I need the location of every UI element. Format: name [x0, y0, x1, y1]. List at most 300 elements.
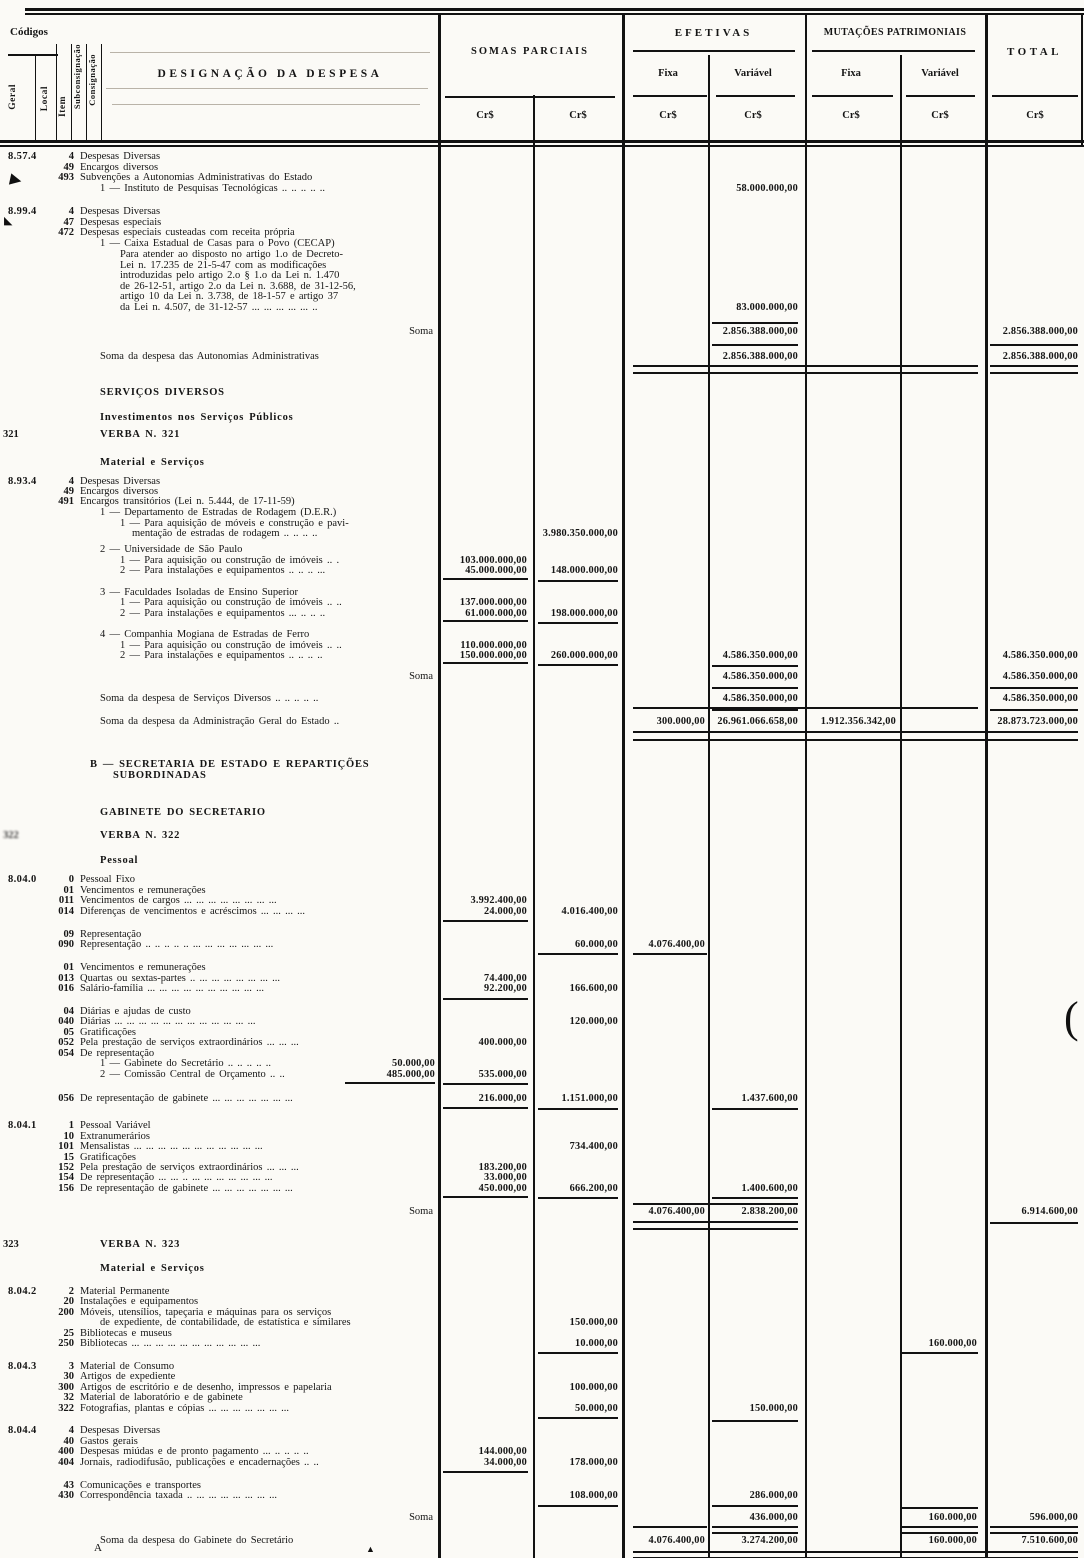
designacao-text: Salário-família ... ... ... ... ... ... ... ... ... ... [80, 983, 264, 994]
designacao-text: 2 — Comissão Central de Orçamento .. .. [100, 1069, 285, 1080]
sum-rule [712, 1197, 798, 1199]
section-heading: GABINETE DO SECRETARIO [100, 807, 266, 818]
sum-rule [538, 580, 618, 582]
amount-somas-parciais-1: 150.000.000,00 [459, 650, 527, 661]
table-row [0, 1490, 1084, 1502]
sum-rule [443, 1083, 528, 1085]
item-code: 200 [58, 1307, 74, 1318]
item-code: 493 [58, 172, 74, 183]
designacao-text: Subvenções a Autonomias Administrativas do Estado [80, 172, 313, 183]
section-heading: SERVIÇOS DIVERSOS [100, 387, 225, 398]
amount-efetivas-fixa: 4.076.400,00 [648, 1206, 705, 1217]
currency-label-somas-1: Cr$ [476, 110, 494, 121]
amount-somas-parciais-1: 183.200,00 [478, 1162, 527, 1173]
sum-rule [900, 1526, 978, 1528]
ink-artifact: ( [1064, 993, 1079, 1042]
item-code: 49 [63, 162, 74, 173]
designacao-text: Gratificações [80, 1152, 136, 1163]
sum-rule [443, 578, 528, 580]
amount-efetivas-variavel: 2.838.200,00 [741, 1206, 798, 1217]
section-heading: VERBA N. 321 [100, 429, 181, 440]
table-row [0, 326, 1084, 338]
designacao-text: Despesas Diversas [80, 151, 161, 162]
designacao-text: Extranumerários [80, 1131, 150, 1142]
amount-total: 7.510.600,00 [1021, 1535, 1078, 1546]
amount-somas-parciais-1: 103.000.000,00 [459, 555, 527, 566]
amount-somas-parciais-1: 61.000.000,00 [465, 608, 527, 619]
designacao-text: da Lei n. 4.507, de 31-12-57 ... ... ... ... ... .. [120, 302, 318, 313]
general-code: 8.93.4 [8, 476, 37, 487]
header-rule [906, 95, 975, 97]
sum-rule [538, 664, 618, 666]
item-code: 011 [58, 895, 74, 906]
table-row [0, 1535, 1084, 1547]
section-heading: Material e Serviços [100, 1263, 205, 1274]
item-code: 20 [63, 1296, 74, 1307]
sum-rule [633, 731, 1078, 733]
currency-label-mutacoes-fixa: Cr$ [842, 110, 860, 121]
sum-rule [712, 1505, 798, 1507]
mutacoes-header: MUTAÇÕES PATRIMONIAIS [823, 27, 967, 38]
amount-efetivas-variavel: 150.000,00 [749, 1403, 798, 1414]
sum-rule [443, 1471, 528, 1473]
designacao-text: Material de Consumo [80, 1361, 175, 1372]
item-code: 013 [58, 973, 74, 984]
somas-parciais-header: SOMAS PARCIAIS [471, 46, 589, 57]
section-heading: VERBA N. 323 [100, 1239, 181, 1250]
section-heading: Investimentos nos Serviços Públicos [100, 412, 294, 423]
ink-artifact: ▶ [8, 170, 23, 190]
sum-rule [538, 622, 618, 624]
item-code: 016 [58, 983, 74, 994]
amount-somas-parciais-1: 535.000,00 [478, 1069, 527, 1080]
sum-rule [900, 1532, 978, 1534]
amount-mutacoes-fixa: 1.912.356.342,00 [820, 716, 896, 727]
amount-total: 2.856.388.000,00 [1002, 326, 1078, 337]
header-rule [8, 54, 58, 56]
table-row [0, 302, 1084, 314]
designacao-text: Comunicações e transportes [80, 1480, 201, 1491]
table-row [0, 1069, 1084, 1081]
designacao-text: De representação ... ... .. ... ... ... ... ... ... ... [80, 1172, 273, 1183]
currency-label-efetivas-fixa: Cr$ [659, 110, 677, 121]
amount-somas-parciais-1: 33.000,00 [484, 1172, 527, 1183]
header-rule [716, 95, 795, 97]
soma-label: Soma [409, 326, 433, 337]
table-row [0, 855, 1084, 867]
designacao-text: Diárias e ajudas de custo [80, 1006, 191, 1017]
table-row [0, 1338, 1084, 1350]
table-row [0, 650, 1084, 662]
designacao-text: Encargos diversos [80, 486, 159, 497]
amount-somas-parciais-1: 450.000,00 [478, 1183, 527, 1194]
designacao-text: 1 — Departamento de Estradas de Rodagem (D.E.R.) [100, 507, 337, 518]
designacao-text: Pela prestação de serviços extraordinários ... ... ... [80, 1162, 299, 1173]
designacao-text: Gastos gerais [80, 1436, 138, 1447]
item-code: 154 [58, 1172, 74, 1183]
amount-somas-parciais-2: 100.000,00 [569, 1382, 618, 1393]
sum-rule [538, 1197, 618, 1199]
sum-rule [538, 1505, 618, 1507]
margin-verba-code: 321 [3, 429, 19, 440]
amount-somas-parciais-2: 166.600,00 [569, 983, 618, 994]
item-code: 014 [58, 906, 74, 917]
amount-efetivas-variavel: 4.586.350.000,00 [722, 650, 798, 661]
amount-somas-parciais-2: 148.000.000,00 [550, 565, 618, 576]
efetivas-variavel-header: Variável [734, 68, 772, 79]
amount-efetivas-variavel: 1.437.600,00 [741, 1093, 798, 1104]
code-col-item: Item [58, 96, 68, 117]
table-row [0, 565, 1084, 577]
sum-rule [443, 920, 528, 922]
inner-amount: 485.000,00 [386, 1069, 435, 1080]
table-row [0, 693, 1084, 705]
designacao-text: Material Permanente [80, 1286, 170, 1297]
item-code: 32 [63, 1392, 74, 1403]
designacao-text: Despesas especiais [80, 217, 162, 228]
designacao-text: 1 — Instituto de Pesquisas Tecnológicas .. .. .. .. .. [100, 183, 326, 194]
designacao-text: Móveis, utensílios, tapeçaria e máquinas para os serviços [80, 1307, 332, 1318]
designacao-text: 2 — Para instalações e equipamentos .. .. .. .. [120, 650, 323, 661]
sum-rule [443, 620, 528, 622]
sum-rule [712, 1108, 798, 1110]
sum-rule [633, 1526, 707, 1528]
sum-rule [712, 1532, 798, 1534]
table-row [0, 1263, 1084, 1275]
inner-amount: 50.000,00 [392, 1058, 435, 1069]
scan-smear [110, 52, 430, 53]
item-code: 322 [58, 1403, 74, 1414]
general-code: 8.04.2 [8, 1286, 37, 1297]
column-rule [71, 44, 72, 140]
designacao-text: Diárias ... ... ... ... ... ... ... ... ... ... ... ... [80, 1016, 256, 1027]
amount-somas-parciais-1: 137.000.000,00 [459, 597, 527, 608]
designacao-text: Mensalistas ... ... ... ... ... ... ... ... ... ... ... [80, 1141, 263, 1152]
column-rule [1081, 14, 1083, 146]
amount-somas-parciais-1: 45.000.000,00 [465, 565, 527, 576]
efetivas-header: EFETIVAS [674, 27, 753, 39]
efetivas-fixa-header: Fixa [658, 68, 678, 79]
designacao-text: Diferenças de vencimentos e acréscimos ... ... ... ... [80, 906, 306, 917]
designacao-text: 2 — Para instalações e equipamentos ... .. .. .. [120, 608, 326, 619]
sum-rule [633, 707, 978, 709]
ink-artifact: A [94, 1542, 102, 1554]
table-row [0, 983, 1084, 995]
designacao-text: Soma da despesa da Administração Geral do Estado .. [100, 716, 340, 727]
table-row [0, 1239, 1084, 1251]
soma-label: Soma [409, 1512, 433, 1523]
designacao-text: 2 — Universidade de São Paulo [100, 544, 243, 555]
item-code: 01 [63, 962, 74, 973]
designacao-text: Despesas Diversas [80, 476, 161, 487]
amount-total: 596.000,00 [1029, 1512, 1078, 1523]
table-row [0, 387, 1084, 399]
designacao-text: Artigos de expediente [80, 1371, 176, 1382]
item-code: 040 [58, 1016, 74, 1027]
designacao-text: 1 — Para aquisição ou construção de imóveis .. .. [120, 597, 342, 608]
general-code: 8.04.1 [8, 1120, 37, 1131]
table-row [0, 1093, 1084, 1105]
designacao-header: DESIGNAÇÃO DA DESPESA [157, 68, 383, 80]
sum-rule [633, 1203, 798, 1205]
currency-label-mutacoes-variavel: Cr$ [931, 110, 949, 121]
section-heading: Pessoal [100, 855, 139, 866]
amount-efetivas-variavel: 3.274.200,00 [741, 1535, 798, 1546]
designacao-text: Para atender ao disposto no artigo 1.o de Decreto- [120, 249, 344, 260]
sum-rule [345, 1082, 435, 1084]
designacao-text: Correspondência taxada .. ... ... ... ... ... ... ... [80, 1490, 277, 1501]
amount-somas-parciais-1: 144.000,00 [478, 1446, 527, 1457]
column-rule [35, 56, 36, 140]
designacao-text: Despesas especiais custeadas com receita própria [80, 227, 295, 238]
designacao-text: De representação de gabinete ... ... ... ... ... ... ... [80, 1183, 293, 1194]
sum-rule [990, 372, 1078, 374]
amount-somas-parciais-1: 216.000,00 [478, 1093, 527, 1104]
table-row [0, 716, 1084, 728]
amount-somas-parciais-2: 120.000,00 [569, 1016, 618, 1027]
sum-rule [712, 1420, 798, 1422]
designacao-text: Jornais, radiodifusão, publicações e encadernações .. .. [80, 1457, 319, 1468]
sum-rule [990, 1532, 1078, 1534]
amount-somas-parciais-1: 74.400,00 [484, 973, 527, 984]
amount-efetivas-fixa: 300.000,00 [656, 716, 705, 727]
table-row [0, 906, 1084, 918]
amount-mutacoes-variavel: 160.000,00 [928, 1512, 977, 1523]
amount-somas-parciais-2: 60.000,00 [575, 939, 618, 950]
amount-efetivas-variavel: 2.856.388.000,00 [722, 326, 798, 337]
item-code: 04 [63, 1006, 74, 1017]
designacao-text: Quartas ou sextas-partes .. ... ... ... ... ... ... ... [80, 973, 281, 984]
designacao-text: de expediente, de contabilidade, de estatística e similares [100, 1317, 351, 1328]
general-code: 8.04.0 [8, 874, 37, 885]
amount-somas-parciais-1: 110.000.000,00 [460, 640, 527, 651]
designacao-text: Lei n. 17.235 de 21-5-47 com as modificações [120, 260, 327, 271]
table-row [0, 671, 1084, 683]
code-col-geral: Geral [8, 84, 18, 110]
sum-rule [443, 1107, 528, 1109]
header-rule [812, 95, 893, 97]
amount-mutacoes-variavel: 160.000,00 [928, 1535, 977, 1546]
designacao-text: Despesas miúdas e de pronto pagamento ... .. .. .. .. [80, 1446, 309, 1457]
table-row [0, 429, 1084, 441]
section-heading: Material e Serviços [100, 457, 205, 468]
amount-total: 2.856.388.000,00 [1002, 351, 1078, 362]
amount-somas-parciais-2: 260.000.000,00 [550, 650, 618, 661]
item-code: 40 [63, 1436, 74, 1447]
designacao-text: 2 — Para instalações e equipamentos .. .. .. ... [120, 565, 326, 576]
table-row [0, 183, 1084, 195]
item-code: 4 [68, 206, 74, 217]
section-heading: VERBA N. 322 [100, 830, 181, 841]
header-rule [445, 96, 615, 98]
soma-label: Soma [409, 671, 433, 682]
amount-somas-parciais-2: 50.000,00 [575, 1403, 618, 1414]
amount-somas-parciais-2: 666.200,00 [569, 1183, 618, 1194]
soma-label: Soma [409, 1206, 433, 1217]
designacao-text: Material de laboratório e de gabinete [80, 1392, 243, 1403]
header-rule [812, 50, 975, 52]
table-row [0, 528, 1084, 540]
table-row [0, 1457, 1084, 1469]
sum-rule [633, 739, 1078, 741]
amount-somas-parciais-2: 150.000,00 [569, 1317, 618, 1328]
item-code: 101 [58, 1141, 74, 1152]
code-col-consignacao: Consignação [87, 54, 97, 106]
designacao-text: Bibliotecas e museus [80, 1328, 172, 1339]
amount-efetivas-variavel: 4.586.350.000,00 [722, 671, 798, 682]
item-code: 3 [68, 1361, 74, 1372]
item-code: 30 [63, 1371, 74, 1382]
sum-rule [538, 953, 618, 955]
designacao-text: 1 — Para aquisição ou construção de imóveis .. .. [120, 640, 342, 651]
table-row [0, 939, 1084, 951]
amount-somas-parciais-2: 10.000,00 [575, 1338, 618, 1349]
header-rule [0, 140, 1084, 143]
margin-verba-code: 322 [3, 830, 19, 841]
designacao-text: artigo 10 da Lei n. 3.738, de 18-1-57 e artigo 37 [120, 291, 339, 302]
ink-artifact: ▲ [366, 1544, 375, 1554]
sum-rule [900, 1352, 978, 1354]
amount-efetivas-variavel: 83.000.000,00 [736, 302, 798, 313]
general-code: 8.57.4 [8, 151, 37, 162]
item-code: 056 [58, 1093, 74, 1104]
designacao-text: Instalações e equipamentos [80, 1296, 199, 1307]
item-code: 156 [58, 1183, 74, 1194]
amount-somas-parciais-1: 24.000,00 [484, 906, 527, 917]
designacao-text: Pela prestação de serviços extraordinários ... ... ... [80, 1037, 299, 1048]
sum-rule [712, 322, 798, 324]
table-row [0, 770, 1084, 782]
item-code: 2 [68, 1286, 74, 1297]
table-row [0, 807, 1084, 819]
item-code: 05 [63, 1027, 74, 1038]
item-code: 09 [63, 929, 74, 940]
item-code: 1 [68, 1120, 74, 1131]
sum-rule [443, 998, 528, 1000]
sum-rule [712, 344, 798, 346]
designacao-text: mentação de estradas de rodagem .. .. .. .. [132, 528, 318, 539]
sum-rule [538, 1108, 618, 1110]
header-rule [0, 145, 1084, 147]
column-rule [86, 44, 87, 140]
amount-somas-parciais-1: 92.200,00 [484, 983, 527, 994]
designacao-text: Soma da despesa das Autonomias Administrativas [100, 351, 319, 362]
item-code: 152 [58, 1162, 74, 1173]
designacao-text: Artigos de escritório e de desenho, impressos e papelaria [80, 1382, 332, 1393]
item-code: 47 [63, 217, 74, 228]
designacao-text: Encargos transitórios (Lei n. 5.444, de 17-11-59) [80, 496, 295, 507]
designacao-text: introduzidas pelo artigo 2.o § 1.o da Lei n. 1.470 [120, 270, 340, 281]
sum-rule [633, 1221, 798, 1223]
sum-rule [990, 1526, 1078, 1528]
sum-rule [633, 953, 707, 955]
designacao-text: Despesas Diversas [80, 206, 161, 217]
designacao-text: Pessoal Variável [80, 1120, 151, 1131]
amount-total: 6.914.600,00 [1021, 1206, 1078, 1217]
amount-efetivas-variavel: 26.961.066.658,00 [717, 716, 798, 727]
amount-total: 4.586.350.000,00 [1002, 650, 1078, 661]
sum-rule [712, 1526, 798, 1528]
codes-header-label: Códigos [10, 26, 48, 38]
table-row [0, 412, 1084, 424]
amount-efetivas-variavel: 4.586.350.000,00 [722, 693, 798, 704]
designacao-text: de 26-12-51, artigo 2.o da Lei n. 3.688, de 31-12-56, [120, 281, 356, 292]
sum-rule [990, 687, 1078, 689]
designacao-text: De representação [80, 1048, 155, 1059]
designacao-text: Soma da despesa do Gabinete do Secretário [100, 1535, 294, 1546]
designacao-text: Vencimentos de cargos ... ... ... ... ... ... ... ... [80, 895, 277, 906]
table-row [0, 1512, 1084, 1524]
designacao-text: 3 — Faculdades Isoladas de Ensino Superior [100, 587, 298, 598]
designacao-text: 1 — Para aquisição ou construção de imóveis .. . [120, 555, 340, 566]
item-code: 054 [58, 1048, 74, 1059]
amount-efetivas-variavel: 436.000,00 [749, 1512, 798, 1523]
sum-rule [990, 1222, 1078, 1224]
item-code: 49 [63, 486, 74, 497]
sum-rule [990, 365, 1078, 367]
header-rule [25, 13, 1084, 15]
amount-efetivas-fixa: 4.076.400,00 [648, 939, 705, 950]
amount-efetivas-fixa: 4.076.400,00 [648, 1535, 705, 1546]
amount-somas-parciais-2: 198.000.000,00 [550, 608, 618, 619]
table-row [0, 1206, 1084, 1218]
designacao-text: Representação .. .. .. .. .. ... ... ... ... ... ... ... [80, 939, 274, 950]
amount-total: 4.586.350.000,00 [1002, 693, 1078, 704]
sum-rule [712, 709, 798, 711]
designacao-text: Gratificações [80, 1027, 136, 1038]
ink-artifact: ◣ [4, 215, 13, 227]
sum-rule [633, 365, 978, 367]
mutacoes-fixa-header: Fixa [841, 68, 861, 79]
sum-rule [443, 1196, 528, 1198]
table-row [0, 1403, 1084, 1415]
item-code: 430 [58, 1490, 74, 1501]
total-header: TOTAL [1007, 46, 1062, 58]
sum-rule [990, 709, 1078, 711]
amount-somas-parciais-1: 3.992.400,00 [470, 895, 527, 906]
item-code: 15 [63, 1152, 74, 1163]
section-heading: SUBORDINADAS [113, 770, 207, 781]
designacao-text: De representação de gabinete ... ... ... ... ... ... ... [80, 1093, 293, 1104]
sum-rule [633, 1228, 798, 1230]
table-row [0, 351, 1084, 363]
amount-total: 28.873.723.000,00 [997, 716, 1078, 727]
amount-somas-parciais-1: 34.000,00 [484, 1457, 527, 1468]
item-code: 052 [58, 1037, 74, 1048]
amount-mutacoes-variavel: 160.000,00 [928, 1338, 977, 1349]
currency-label-efetivas-variavel: Cr$ [744, 110, 762, 121]
sum-rule [633, 372, 978, 374]
designacao-text: 1 — Gabinete do Secretário .. .. .. .. .. [100, 1058, 271, 1069]
table-row [0, 608, 1084, 620]
margin-verba-code: 323 [3, 1239, 19, 1250]
currency-label-somas-2: Cr$ [569, 110, 587, 121]
general-code: 8.04.3 [8, 1361, 37, 1372]
section-heading: B — SECRETARIA DE ESTADO E REPARTIÇÕES [90, 759, 370, 770]
scan-smear [106, 88, 428, 89]
designacao-text: Vencimentos e remunerações [80, 962, 206, 973]
sum-rule [538, 1417, 618, 1419]
designacao-text: Encargos diversos [80, 162, 159, 173]
designacao-text: 4 — Companhia Mogiana de Estradas de Ferro [100, 629, 310, 640]
amount-efetivas-variavel: 286.000,00 [749, 1490, 798, 1501]
amount-efetivas-variavel: 2.856.388.000,00 [722, 351, 798, 362]
amount-somas-parciais-2: 178.000,00 [569, 1457, 618, 1468]
amount-somas-parciais-2: 1.151.000,00 [561, 1093, 618, 1104]
amount-somas-parciais-2: 734.400,00 [569, 1141, 618, 1152]
item-code: 250 [58, 1338, 74, 1349]
column-rule [56, 44, 57, 140]
